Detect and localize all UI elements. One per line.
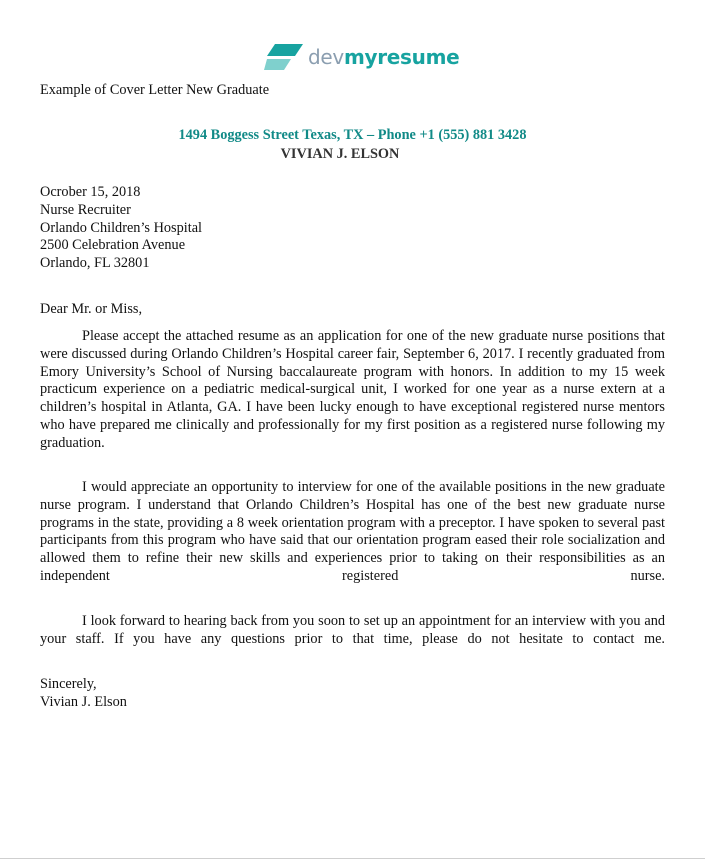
document-title: Example of Cover Letter New Graduate xyxy=(40,82,270,98)
recipient-street: 2500 Celebration Avenue xyxy=(40,237,186,254)
recipient-block xyxy=(40,184,665,273)
letter-paragraph-1: Please accept the attached resume as an application for one of the new graduate nurse positions that were discussed during Orlando Children’s Hospital career fair, September 6, 2017. I recently graduated from Emory University’s School of Nursing baccalaureate program with honors. In addition to my 15 week practicum experience on a pediatric medical-surgical unit, I worked for one year as a nurse extern at a children’s hospital in Atlanta, GA. I have been lucky enough to have exceptional registered nurse mentors who have prepared me clinically and professionally for my first position as a registered nurse following my graduation. xyxy=(40,328,665,451)
salutation: Dear Mr. or Miss, xyxy=(40,301,143,317)
logo-name: myresume xyxy=(343,45,460,69)
logo-wordmark xyxy=(308,42,459,72)
closing-block xyxy=(40,676,665,712)
logo-prefix: dev xyxy=(308,45,344,69)
sender-name: VIVIAN J. ELSON xyxy=(280,146,400,162)
recipient-city: Orlando, FL 32801 xyxy=(40,255,150,272)
letter-date: Ocrober 15, 2018 xyxy=(40,184,141,200)
letter-paragraph-2: I would appreciate an opportunity to interview for one of the available positions in the new graduate nurse program. I understand that Orlando Children’s Hospital has one of the best new graduate nurse programs in the state, providing a 8 week orientation program with a preceptor. I have spoken to several past participants from this program who have said that our orientation program eased their role socialization and allowed them to refine their new skills and experiences prior to taking on their responsibilities as an independent registered nurse. xyxy=(40,479,665,584)
page-bottom-divider xyxy=(0,858,705,859)
recipient-title: Nurse Recruiter xyxy=(40,201,131,218)
signature-name: Vivian J. Elson xyxy=(40,693,127,710)
sender-contact-line: 1494 Boggess Street Texas, TX – Phone +1 (555) 881 3428 xyxy=(178,127,527,143)
recipient-organization: Orlando Children’s Hospital xyxy=(40,219,203,236)
brand-logo xyxy=(264,42,459,72)
letter-paragraph-3: I look forward to hearing back from you soon to set up an appointment for an interview with you and your staff. If you have any questions prior to that time, please do not hesitate to contact me. xyxy=(40,613,665,647)
closing-phrase: Sincerely, xyxy=(40,676,97,692)
logo-mark-icon xyxy=(264,42,304,72)
